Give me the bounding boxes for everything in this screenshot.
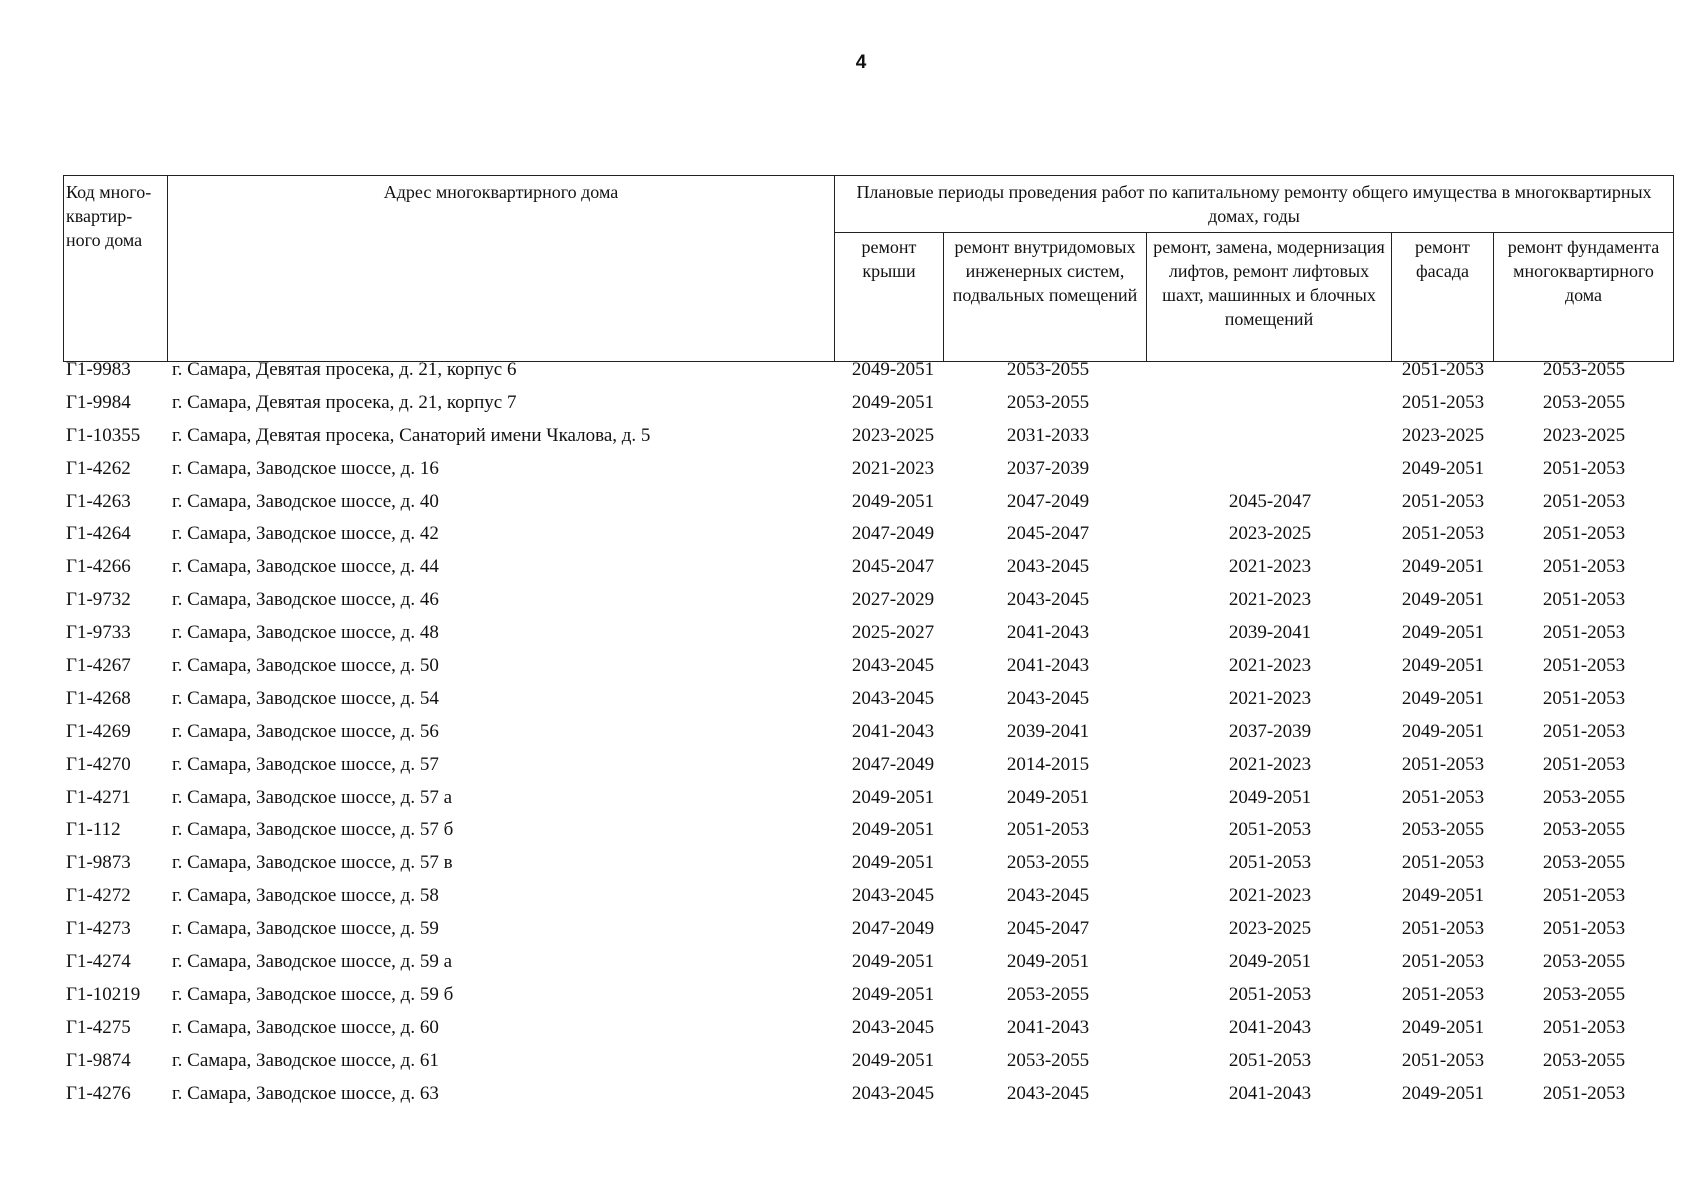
row-facade: 2051-2053 — [1401, 983, 1485, 1005]
row-code: Г1-9984 — [66, 391, 131, 413]
row-lifts: 2041-2043 — [1228, 1016, 1312, 1038]
row-roof: 2043-2045 — [851, 1082, 935, 1104]
row-roof: 2049-2051 — [851, 359, 935, 380]
row-roof: 2049-2051 — [851, 819, 935, 841]
row-facade: 2049-2051 — [1401, 1082, 1485, 1104]
row-lifts: 2021-2023 — [1228, 589, 1312, 611]
row-engineering: 2049-2051 — [1006, 951, 1090, 973]
row-lifts: 2041-2043 — [1228, 1082, 1312, 1104]
table-row — [66, 814, 1676, 847]
row-code: Г1-4269 — [66, 720, 131, 742]
row-code: Г1-9732 — [66, 589, 131, 611]
row-foundation: 2051-2053 — [1542, 556, 1626, 578]
row-roof: 2049-2051 — [851, 983, 935, 1005]
row-foundation: 2051-2053 — [1542, 885, 1626, 907]
table-row — [66, 584, 1676, 617]
row-foundation: 2051-2053 — [1542, 1082, 1626, 1104]
row-engineering: 2043-2045 — [1006, 687, 1090, 709]
row-code: Г1-10219 — [66, 983, 141, 1005]
row-roof: 2049-2051 — [851, 786, 935, 808]
row-lifts: 2021-2023 — [1228, 687, 1312, 709]
row-foundation: 2051-2053 — [1542, 918, 1626, 940]
table-row — [66, 617, 1676, 650]
row-facade: 2051-2053 — [1401, 391, 1485, 413]
table-header — [63, 175, 1674, 362]
header-facade: ремонт фасада — [1392, 233, 1494, 362]
row-address: г. Самара, Заводское шоссе, д. 57 а — [172, 786, 453, 808]
row-roof: 2041-2043 — [851, 720, 935, 742]
row-foundation: 2053-2055 — [1542, 983, 1626, 1005]
table-row — [66, 880, 1676, 913]
table-row — [66, 946, 1676, 979]
row-lifts: 2021-2023 — [1228, 753, 1312, 775]
row-facade: 2049-2051 — [1401, 655, 1485, 677]
row-roof: 2021-2023 — [851, 457, 935, 479]
row-address: г. Самара, Заводское шоссе, д. 57 — [172, 753, 439, 775]
table-row — [66, 979, 1676, 1012]
row-lifts: 2051-2053 — [1228, 1049, 1312, 1071]
row-roof: 2049-2051 — [851, 951, 935, 973]
row-facade: 2049-2051 — [1401, 589, 1485, 611]
row-foundation: 2051-2053 — [1542, 523, 1626, 545]
table-row — [66, 486, 1676, 519]
row-foundation: 2053-2055 — [1542, 359, 1626, 380]
row-address: г. Самара, Заводское шоссе, д. 58 — [172, 885, 439, 907]
row-roof: 2049-2051 — [851, 391, 935, 413]
row-roof: 2043-2045 — [851, 885, 935, 907]
row-code: Г1-4274 — [66, 951, 131, 973]
header-foundation: ремонт фундамента многоквартирного дома — [1494, 233, 1674, 362]
row-code: Г1-9873 — [66, 852, 131, 874]
row-lifts: 2045-2047 — [1228, 490, 1312, 512]
row-engineering: 2041-2043 — [1006, 655, 1090, 677]
row-code: Г1-4263 — [66, 490, 131, 512]
row-engineering: 2045-2047 — [1006, 523, 1090, 545]
row-facade: 2049-2051 — [1401, 1016, 1485, 1038]
row-facade: 2051-2053 — [1401, 490, 1485, 512]
row-roof: 2047-2049 — [851, 523, 935, 545]
row-facade: 2049-2051 — [1401, 720, 1485, 742]
header-code: Код много-квартир-ного дома — [64, 176, 168, 362]
header-lifts: ремонт, замена, модернизация лифтов, ремонт лифтовых шахт, машинных и блочных помещений — [1147, 233, 1392, 362]
row-foundation: 2053-2055 — [1542, 1049, 1626, 1071]
row-code: Г1-9983 — [66, 359, 131, 380]
row-address: г. Самара, Заводское шоссе, д. 46 — [172, 589, 439, 611]
row-engineering: 2043-2045 — [1006, 1082, 1090, 1104]
row-facade: 2049-2051 — [1401, 457, 1485, 479]
row-engineering: 2053-2055 — [1006, 983, 1090, 1005]
row-engineering: 2043-2045 — [1006, 589, 1090, 611]
row-foundation: 2051-2053 — [1542, 753, 1626, 775]
row-roof: 2023-2025 — [851, 424, 935, 446]
row-code: Г1-10355 — [66, 424, 141, 446]
row-code: Г1-9874 — [66, 1049, 131, 1071]
row-lifts: 2051-2053 — [1228, 983, 1312, 1005]
row-roof: 2049-2051 — [851, 490, 935, 512]
row-foundation: 2053-2055 — [1542, 391, 1626, 413]
row-engineering: 2053-2055 — [1006, 852, 1090, 874]
row-engineering: 2039-2041 — [1006, 720, 1090, 742]
row-code: Г1-4273 — [66, 918, 131, 940]
row-code: Г1-4268 — [66, 687, 131, 709]
row-foundation: 2051-2053 — [1542, 720, 1626, 742]
row-address: г. Самара, Заводское шоссе, д. 56 — [172, 720, 439, 742]
row-roof: 2049-2051 — [851, 852, 935, 874]
row-facade: 2049-2051 — [1401, 687, 1485, 709]
row-address: г. Самара, Заводское шоссе, д. 57 б — [172, 819, 454, 841]
row-facade: 2051-2053 — [1401, 753, 1485, 775]
row-engineering: 2053-2055 — [1006, 1049, 1090, 1071]
row-facade: 2023-2025 — [1401, 424, 1485, 446]
row-address: г. Самара, Девятая просека, Санаторий имени Чкалова, д. 5 — [172, 424, 651, 446]
row-address: г. Самара, Заводское шоссе, д. 40 — [172, 490, 439, 512]
row-code: Г1-4275 — [66, 1016, 131, 1038]
row-foundation: 2053-2055 — [1542, 852, 1626, 874]
table-row — [66, 420, 1676, 453]
row-code: Г1-4266 — [66, 556, 131, 578]
table-row — [66, 1078, 1676, 1111]
row-code: Г1-4272 — [66, 885, 131, 907]
row-roof: 2025-2027 — [851, 622, 935, 644]
row-facade: 2051-2053 — [1401, 918, 1485, 940]
table-body — [66, 354, 1676, 1110]
row-foundation: 2051-2053 — [1542, 1016, 1626, 1038]
row-foundation: 2023-2025 — [1542, 424, 1626, 446]
row-facade: 2051-2053 — [1401, 359, 1485, 380]
row-address: г. Самара, Заводское шоссе, д. 61 — [172, 1049, 439, 1071]
table-row — [66, 683, 1676, 716]
row-code: Г1-4276 — [66, 1082, 131, 1104]
row-engineering: 2053-2055 — [1006, 391, 1090, 413]
row-code: Г1-4267 — [66, 655, 131, 677]
header-address: Адрес многоквартирного дома — [168, 176, 835, 362]
row-facade: 2051-2053 — [1401, 951, 1485, 973]
row-engineering: 2053-2055 — [1006, 359, 1090, 380]
row-foundation: 2053-2055 — [1542, 819, 1626, 841]
row-address: г. Самара, Заводское шоссе, д. 59 б — [172, 983, 454, 1005]
row-roof: 2045-2047 — [851, 556, 935, 578]
row-address: г. Самара, Девятая просека, д. 21, корпус 7 — [172, 391, 517, 413]
row-engineering: 2043-2045 — [1006, 885, 1090, 907]
row-address: г. Самара, Заводское шоссе, д. 16 — [172, 457, 439, 479]
row-facade: 2049-2051 — [1401, 622, 1485, 644]
header-roof: ремонт крыши — [835, 233, 944, 362]
row-code: Г1-4264 — [66, 523, 131, 545]
row-facade: 2051-2053 — [1401, 1049, 1485, 1071]
row-engineering: 2014-2015 — [1006, 753, 1090, 775]
row-engineering: 2051-2053 — [1006, 819, 1090, 841]
row-foundation: 2051-2053 — [1542, 490, 1626, 512]
row-engineering: 2031-2033 — [1006, 424, 1090, 446]
row-address: г. Самара, Заводское шоссе, д. 44 — [172, 556, 439, 578]
row-address: г. Самара, Заводское шоссе, д. 42 — [172, 523, 439, 545]
row-address: г. Самара, Заводское шоссе, д. 50 — [172, 655, 439, 677]
row-engineering: 2047-2049 — [1006, 490, 1090, 512]
row-lifts: 2037-2039 — [1228, 720, 1312, 742]
row-roof: 2047-2049 — [851, 753, 935, 775]
row-roof: 2047-2049 — [851, 918, 935, 940]
row-roof: 2049-2051 — [851, 1049, 935, 1071]
row-address: г. Самара, Заводское шоссе, д. 54 — [172, 687, 439, 709]
row-code: Г1-4262 — [66, 457, 131, 479]
row-foundation: 2051-2053 — [1542, 457, 1626, 479]
row-engineering: 2043-2045 — [1006, 556, 1090, 578]
table-row — [66, 847, 1676, 880]
row-address: г. Самара, Заводское шоссе, д. 60 — [172, 1016, 439, 1038]
row-engineering: 2049-2051 — [1006, 786, 1090, 808]
row-foundation: 2051-2053 — [1542, 622, 1626, 644]
row-address: г. Самара, Заводское шоссе, д. 48 — [172, 622, 439, 644]
row-lifts: 2051-2053 — [1228, 852, 1312, 874]
row-roof: 2027-2029 — [851, 589, 935, 611]
row-code: Г1-4270 — [66, 753, 131, 775]
table-row — [66, 354, 1676, 387]
table-row — [66, 1012, 1676, 1045]
row-lifts: 2021-2023 — [1228, 655, 1312, 677]
table-row — [66, 782, 1676, 815]
table-row — [66, 650, 1676, 683]
row-engineering: 2041-2043 — [1006, 1016, 1090, 1038]
row-roof: 2043-2045 — [851, 1016, 935, 1038]
row-lifts: 2049-2051 — [1228, 786, 1312, 808]
header-engineering: ремонт внутридомовых инженерных систем, подвальных помещений — [944, 233, 1147, 362]
row-roof: 2043-2045 — [851, 655, 935, 677]
row-engineering: 2037-2039 — [1006, 457, 1090, 479]
row-foundation: 2051-2053 — [1542, 687, 1626, 709]
table-row — [66, 1045, 1676, 1078]
row-roof: 2043-2045 — [851, 687, 935, 709]
row-facade: 2049-2051 — [1401, 885, 1485, 907]
row-foundation: 2053-2055 — [1542, 951, 1626, 973]
row-lifts: 2023-2025 — [1228, 523, 1312, 545]
row-address: г. Самара, Девятая просека, д. 21, корпус 6 — [172, 359, 517, 380]
page-number: 4 — [855, 52, 867, 73]
row-foundation: 2053-2055 — [1542, 786, 1626, 808]
table-row — [66, 749, 1676, 782]
row-address: г. Самара, Заводское шоссе, д. 59 — [172, 918, 439, 940]
row-facade: 2051-2053 — [1401, 852, 1485, 874]
row-lifts: 2023-2025 — [1228, 918, 1312, 940]
table-row — [66, 716, 1676, 749]
row-address: г. Самара, Заводское шоссе, д. 57 в — [172, 852, 453, 874]
row-foundation: 2051-2053 — [1542, 589, 1626, 611]
row-lifts: 2021-2023 — [1228, 885, 1312, 907]
row-lifts: 2021-2023 — [1228, 556, 1312, 578]
row-code: Г1-9733 — [66, 622, 131, 644]
table-row — [66, 387, 1676, 420]
table-row — [66, 913, 1676, 946]
row-foundation: 2051-2053 — [1542, 655, 1626, 677]
row-facade: 2051-2053 — [1401, 786, 1485, 808]
row-lifts: 2051-2053 — [1228, 819, 1312, 841]
table-row — [66, 551, 1676, 584]
row-address: г. Самара, Заводское шоссе, д. 63 — [172, 1082, 439, 1104]
row-facade: 2049-2051 — [1401, 556, 1485, 578]
row-code: Г1-112 — [66, 819, 121, 841]
row-facade: 2051-2053 — [1401, 523, 1485, 545]
table-row — [66, 453, 1676, 486]
row-engineering: 2041-2043 — [1006, 622, 1090, 644]
header-periods: Плановые периоды проведения работ по капитальному ремонту общего имущества в многоквартирных домах, годы — [835, 176, 1674, 233]
row-code: Г1-4271 — [66, 786, 131, 808]
row-lifts: 2049-2051 — [1228, 951, 1312, 973]
row-lifts: 2039-2041 — [1228, 622, 1312, 644]
row-engineering: 2045-2047 — [1006, 918, 1090, 940]
row-facade: 2053-2055 — [1401, 819, 1485, 841]
row-address: г. Самара, Заводское шоссе, д. 59 а — [172, 951, 453, 973]
table-row — [66, 518, 1676, 551]
